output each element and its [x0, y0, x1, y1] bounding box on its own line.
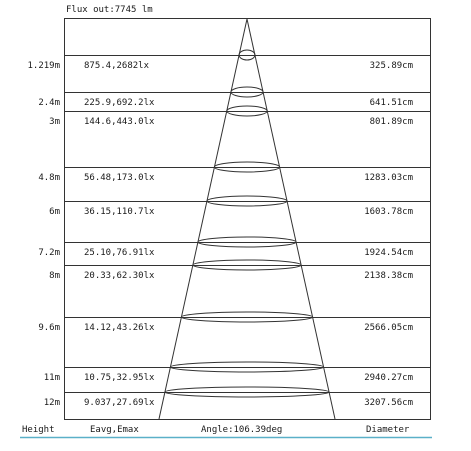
row-lux-label: 14.12,43.26lx — [84, 323, 155, 333]
row-diameter-label: 2566.05cm — [364, 323, 413, 333]
beam-edge-left — [159, 19, 247, 419]
row-lux-label: 875.4,2682lx — [84, 61, 150, 71]
row-diameter-label: 2138.38cm — [364, 271, 413, 281]
row-height-label: 6m — [49, 207, 60, 217]
flux-label: Flux out:7745 lm — [66, 5, 153, 15]
row-diameter-label: 641.51cm — [369, 98, 413, 108]
row-lux-label: 144.6,443.0lx — [84, 117, 155, 127]
row-diameter-label: 3207.56cm — [364, 398, 413, 408]
beam-angle-label: Angle:106.39deg — [201, 425, 283, 435]
row-lux-label: 9.037,27.69lx — [84, 398, 155, 408]
row-diameter-label: 325.89cm — [369, 61, 413, 71]
diagram-frame — [65, 19, 431, 420]
row-lux-label: 20.33,62.30lx — [84, 271, 155, 281]
row-diameter-label: 801.89cm — [369, 117, 413, 127]
row-height-label: 12m — [43, 398, 60, 408]
row-diameter-label: 1924.54cm — [364, 248, 413, 258]
eavg-emax-column-label: Eavg,Emax — [90, 425, 139, 435]
diameter-column-label: Diameter — [366, 425, 410, 435]
row-height-label: 4.8m — [38, 173, 60, 183]
row-lux-label: 225.9,692.2lx — [84, 98, 155, 108]
row-height-label: 1.219m — [27, 61, 60, 71]
row-height-label: 2.4m — [38, 98, 60, 108]
row-lux-label: 25.10,76.91lx — [84, 248, 155, 258]
row-diameter-label: 1283.03cm — [364, 173, 413, 183]
row-diameter-label: 1603.78cm — [364, 207, 413, 217]
beam-edge-right — [247, 19, 335, 419]
row-height-label: 3m — [49, 117, 60, 127]
row-height-label: 8m — [49, 271, 60, 281]
row-height-label: 9.6m — [38, 323, 60, 333]
row-lux-label: 56.48,173.0lx — [84, 173, 155, 183]
beam-cone — [159, 19, 335, 419]
row-height-label: 11m — [43, 373, 60, 383]
row-lux-label: 36.15,110.7lx — [84, 207, 155, 217]
row-lux-label: 10.75,32.95lx — [84, 373, 155, 383]
row-height-label: 7.2m — [38, 248, 60, 258]
height-column-label: Height — [22, 425, 55, 435]
row-diameter-label: 2940.27cm — [364, 373, 413, 383]
